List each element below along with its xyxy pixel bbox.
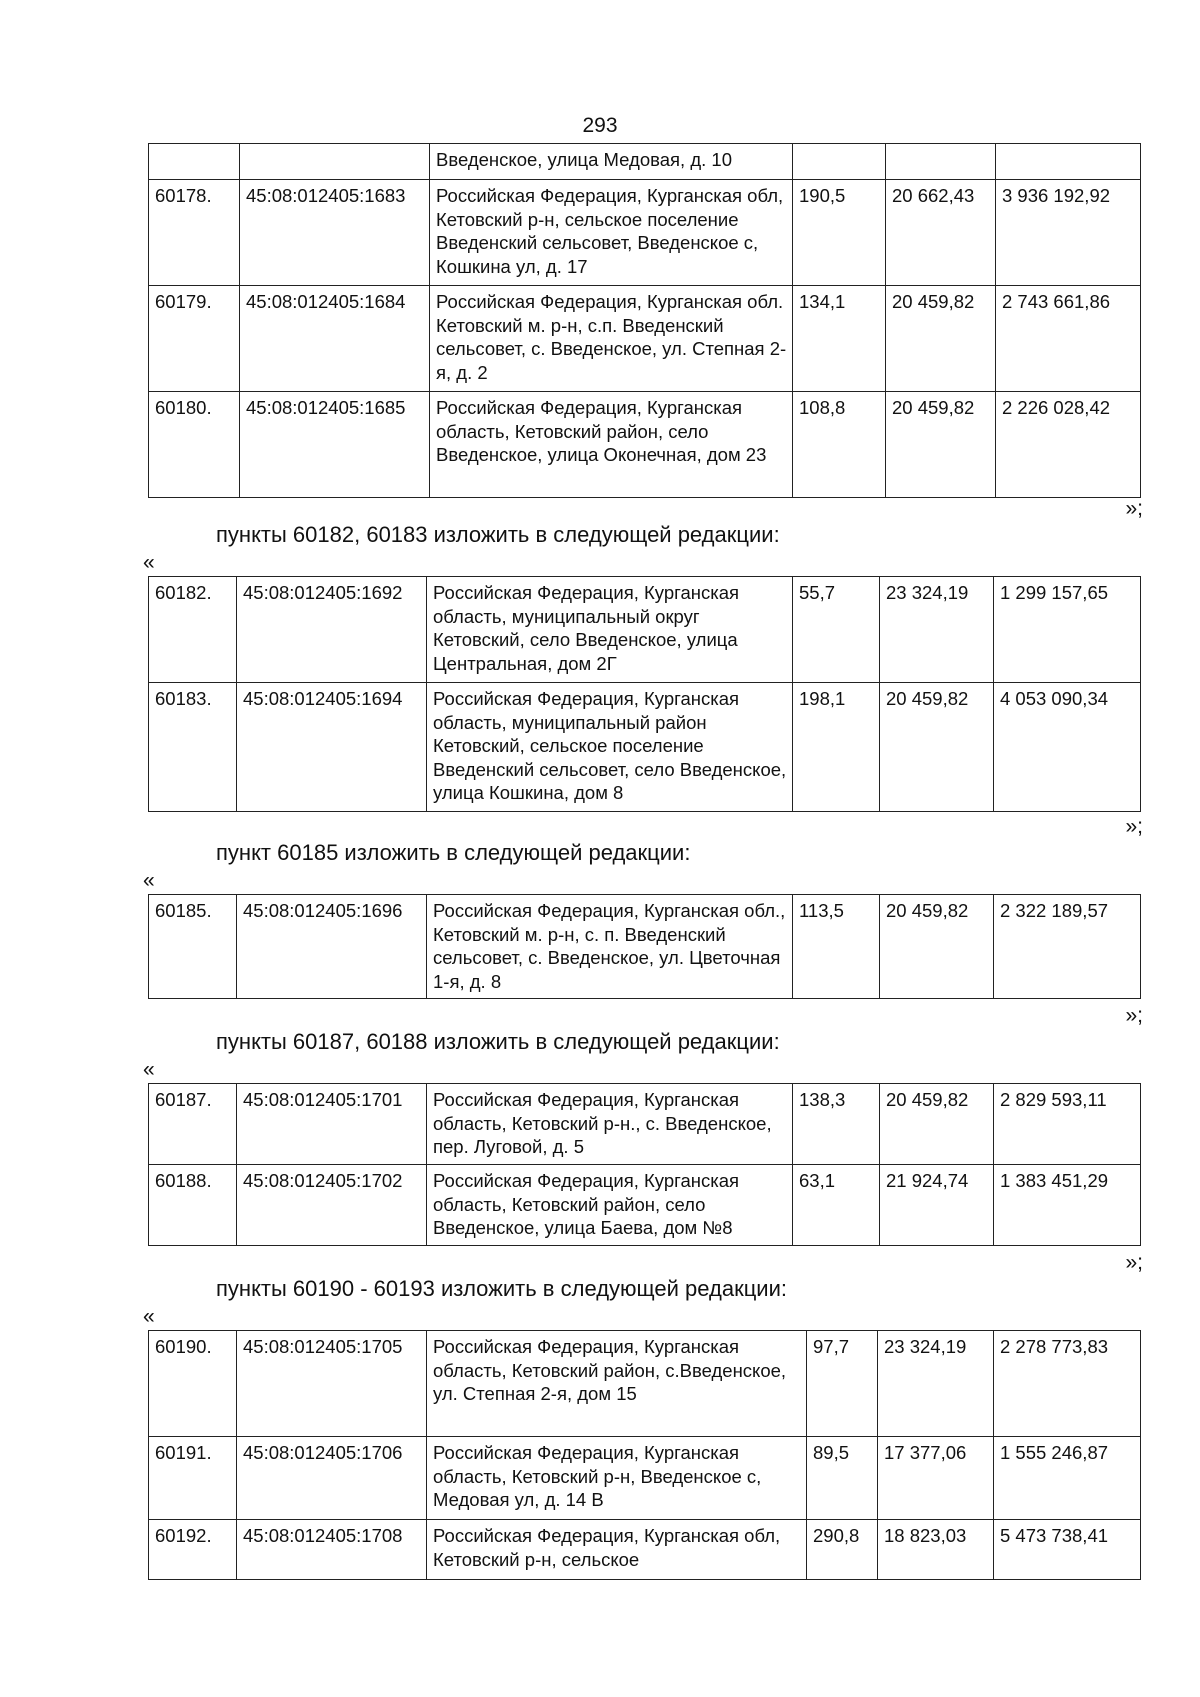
cadastral-value: 1 299 157,65 (994, 577, 1141, 683)
cost-per-m2: 23 324,19 (878, 1331, 994, 1437)
cadastral-number: 45:08:012405:1705 (237, 1331, 427, 1437)
amendment-instruction: пункты 60187, 60188 изложить в следующей редакции: (216, 1029, 780, 1054)
property-table-3 (148, 894, 1140, 999)
property-table (148, 576, 1141, 812)
address: Введенское, улица Медовая, д. 10 (430, 144, 793, 180)
cadastral-value: 3 936 192,92 (996, 180, 1141, 286)
closing-quote: »; (1125, 497, 1143, 520)
row-number (149, 144, 240, 180)
area: 290,8 (807, 1520, 878, 1580)
address: Российская Федерация, Курганская обл. Кетовский м. р-н, с.п. Введенский сельсовет, с. Введенское, ул. Степная 2-я, д. 2 (430, 286, 793, 392)
table-row (149, 1084, 1141, 1165)
area: 55,7 (793, 577, 880, 683)
closing-quote: »; (1125, 815, 1143, 838)
cadastral-value: 4 053 090,34 (994, 683, 1141, 812)
cost-per-m2: 18 823,03 (878, 1520, 994, 1580)
row-number: 60179. (149, 286, 240, 392)
cadastral-number: 45:08:012405:1692 (237, 577, 427, 683)
cost-per-m2: 17 377,06 (878, 1437, 994, 1520)
table-row (149, 895, 1141, 999)
cadastral-number: 45:08:012405:1694 (237, 683, 427, 812)
address: Российская Федерация, Курганская область, муниципальный округ Кетовский, село Введенское, улица Центральная, дом 2Г (427, 577, 793, 683)
property-table (148, 143, 1141, 498)
cost-per-m2: 20 459,82 (886, 286, 996, 392)
cadastral-value: 1 383 451,29 (994, 1165, 1141, 1246)
address: Российская Федерация, Курганская область, Кетовский район, село Введенское, улица Баева, дом №8 (427, 1165, 793, 1246)
row-number: 60187. (149, 1084, 237, 1165)
area: 108,8 (793, 392, 886, 498)
property-table-1 (148, 143, 1140, 498)
amendment-instruction: пункты 60190 - 60193 изложить в следующей редакции: (216, 1276, 788, 1301)
cadastral-value: 2 829 593,11 (994, 1084, 1141, 1165)
row-number: 60191. (149, 1437, 237, 1520)
cadastral-number: 45:08:012405:1706 (237, 1437, 427, 1520)
cadastral-value: 1 555 246,87 (994, 1437, 1141, 1520)
cost-per-m2: 20 459,82 (880, 1084, 994, 1165)
area: 89,5 (807, 1437, 878, 1520)
row-number: 60190. (149, 1331, 237, 1437)
opening-quote: « (143, 1305, 155, 1328)
cadastral-value: 2 278 773,83 (994, 1331, 1141, 1437)
row-number: 60192. (149, 1520, 237, 1580)
cadastral-number: 45:08:012405:1684 (240, 286, 430, 392)
property-table-2 (148, 576, 1140, 812)
cost-per-m2 (886, 144, 996, 180)
row-number: 60183. (149, 683, 237, 812)
address: Российская Федерация, Курганская обл., Кетовский м. р-н, с. п. Введенский сельсовет, с. Введенское, ул. Цветочная 1-я, д. 8 (427, 895, 793, 999)
address: Российская Федерация, Курганская область, Кетовский район, с.Введенское, ул. Степная 2-я, дом 15 (427, 1331, 807, 1437)
cost-per-m2: 23 324,19 (880, 577, 994, 683)
address: Российская Федерация, Курганская область, Кетовский р-н, Введенское с, Медовая ул, д. 14 В (427, 1437, 807, 1520)
property-table (148, 1083, 1141, 1246)
opening-quote: « (143, 551, 155, 574)
amendment-instruction: пункты 60182, 60183 изложить в следующей редакции: (216, 522, 780, 547)
row-number: 60188. (149, 1165, 237, 1246)
property-table-5 (148, 1330, 1140, 1580)
table-row (149, 683, 1141, 812)
address: Российская Федерация, Курганская обл, Кетовский р-н, сельское (427, 1520, 807, 1580)
table-row (149, 392, 1141, 498)
table-row (149, 1520, 1141, 1580)
cadastral-value: 2 226 028,42 (996, 392, 1141, 498)
row-number: 60185. (149, 895, 237, 999)
cadastral-number: 45:08:012405:1708 (237, 1520, 427, 1580)
amendment-instruction: пункт 60185 изложить в следующей редакции: (216, 840, 691, 865)
table-row (149, 1331, 1141, 1437)
area: 97,7 (807, 1331, 878, 1437)
area (793, 144, 886, 180)
cadastral-number: 45:08:012405:1701 (237, 1084, 427, 1165)
property-table-4 (148, 1083, 1140, 1246)
table-row (149, 144, 1141, 180)
cadastral-number: 45:08:012405:1696 (237, 895, 427, 999)
cadastral-value: 5 473 738,41 (994, 1520, 1141, 1580)
cadastral-value: 2 743 661,86 (996, 286, 1141, 392)
cost-per-m2: 20 459,82 (880, 895, 994, 999)
cost-per-m2: 20 459,82 (880, 683, 994, 812)
page-number: 293 (582, 114, 618, 137)
cadastral-value (996, 144, 1141, 180)
table-row (149, 1165, 1141, 1246)
address: Российская Федерация, Курганская область, Кетовский р-н., с. Введенское, пер. Луговой, д. 5 (427, 1084, 793, 1165)
opening-quote: « (143, 869, 155, 892)
address: Российская Федерация, Курганская обл, Кетовский р-н, сельское поселение Введенский сельсовет, Введенское с, Кошкина ул, д. 17 (430, 180, 793, 286)
area: 63,1 (793, 1165, 880, 1246)
cost-per-m2: 20 459,82 (886, 392, 996, 498)
row-number: 60182. (149, 577, 237, 683)
area: 190,5 (793, 180, 886, 286)
property-table (148, 894, 1141, 999)
property-table (148, 1330, 1141, 1580)
table-row (149, 577, 1141, 683)
closing-quote: »; (1125, 1251, 1143, 1274)
row-number: 60178. (149, 180, 240, 286)
area: 198,1 (793, 683, 880, 812)
cadastral-number: 45:08:012405:1702 (237, 1165, 427, 1246)
closing-quote: »; (1125, 1004, 1143, 1027)
cost-per-m2: 21 924,74 (880, 1165, 994, 1246)
cost-per-m2: 20 662,43 (886, 180, 996, 286)
area: 138,3 (793, 1084, 880, 1165)
table-row (149, 1437, 1141, 1520)
address: Российская Федерация, Курганская область, Кетовский район, село Введенское, улица Оконечная, дом 23 (430, 392, 793, 498)
cadastral-number: 45:08:012405:1683 (240, 180, 430, 286)
address: Российская Федерация, Курганская область, муниципальный район Кетовский, сельское поселение Введенский сельсовет, село Введенское, улица Кошкина, дом 8 (427, 683, 793, 812)
area: 134,1 (793, 286, 886, 392)
table-row (149, 286, 1141, 392)
table-row (149, 180, 1141, 286)
area: 113,5 (793, 895, 880, 999)
cadastral-number: 45:08:012405:1685 (240, 392, 430, 498)
row-number: 60180. (149, 392, 240, 498)
cadastral-value: 2 322 189,57 (994, 895, 1141, 999)
cadastral-number (240, 144, 430, 180)
opening-quote: « (143, 1058, 155, 1081)
